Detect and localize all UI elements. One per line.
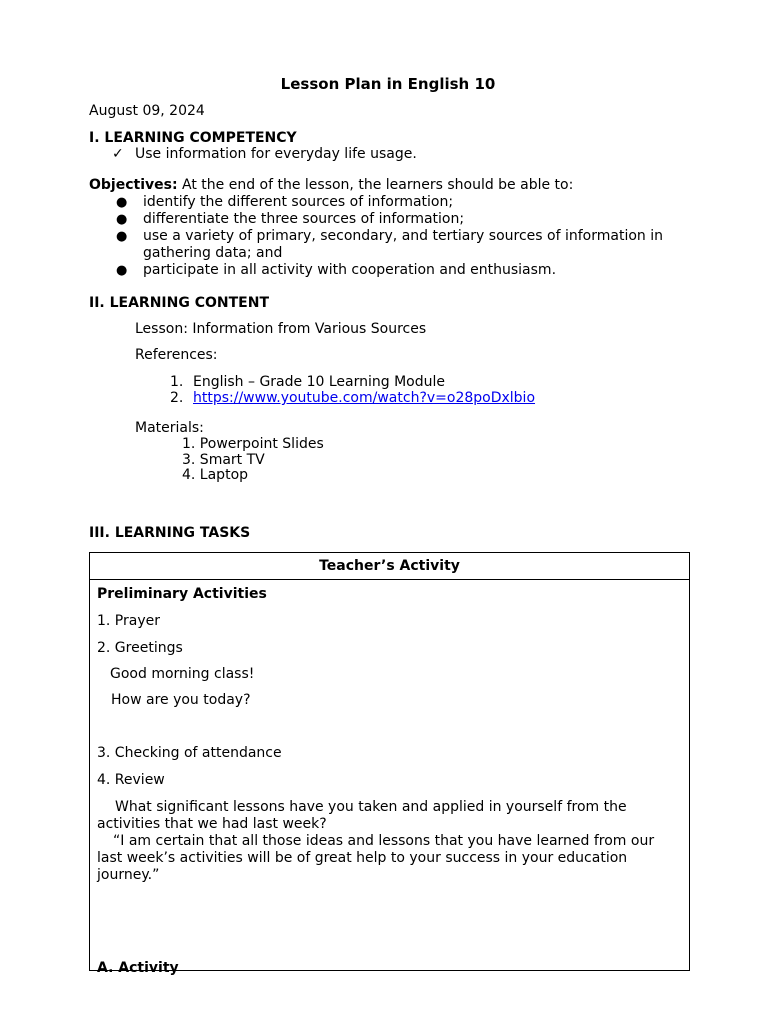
- greeting-line: How are you today?: [111, 692, 251, 708]
- objective-item: participate in all activity with cooperation and enthusiasm.: [143, 262, 557, 278]
- step-prayer: 1. Prayer: [97, 613, 160, 629]
- content-heading: II. LEARNING CONTENT: [89, 295, 269, 311]
- step-attendance: 3. Checking of attendance: [97, 745, 282, 761]
- objectives-label: Objectives:: [89, 177, 178, 193]
- competency-heading: I. LEARNING COMPETENCY: [89, 130, 297, 146]
- material-item: 4. Laptop: [182, 467, 249, 483]
- column-header-teacher-activity: Teacher’s Activity: [90, 553, 690, 580]
- competency-item: Use information for everyday life usage.: [135, 146, 417, 162]
- preliminary-heading: Preliminary Activities: [97, 586, 267, 602]
- learning-tasks-table: [89, 552, 690, 976]
- review-quote: “I am certain that all those ideas and lessons that you have learned from our last week’s activities will be of great help to your success in your education journey.”: [97, 833, 655, 883]
- step-greetings: 2. Greetings: [97, 640, 183, 656]
- teacher-activity-cell: [90, 580, 690, 976]
- page-title: Lesson Plan in English 10: [280, 75, 496, 93]
- references-label: References:: [135, 347, 218, 363]
- material-item: 3. Smart TV: [182, 452, 265, 468]
- bullet-icon: ●: [116, 212, 128, 227]
- objectives-intro-text: At the end of the lesson, the learners should be able to:: [177, 177, 574, 193]
- step-review: 4. Review: [97, 772, 165, 788]
- activity-heading: A. Activity: [97, 960, 179, 976]
- reference-number: 2.: [170, 390, 184, 406]
- reference-number: 1.: [170, 374, 184, 390]
- material-item: 1. Powerpoint Slides: [182, 436, 324, 452]
- materials-label: Materials:: [135, 420, 204, 436]
- review-question: What significant lessons have you taken and applied in yourself from the activities that we had last week?: [97, 799, 627, 832]
- date: August 09, 2024: [89, 103, 205, 119]
- tasks-heading: III. LEARNING TASKS: [89, 525, 251, 541]
- bullet-icon: ●: [116, 229, 128, 244]
- reference-item: English – Grade 10 Learning Module: [193, 374, 445, 390]
- objective-item: differentiate the three sources of information;: [143, 211, 465, 227]
- lesson-title: Lesson: Information from Various Sources: [135, 321, 427, 337]
- objective-item: use a variety of primary, secondary, and tertiary sources of information in: [143, 228, 663, 244]
- objectives-intro: [89, 177, 573, 193]
- objective-item-continued: gathering data; and: [143, 245, 283, 261]
- greeting-line: Good morning class!: [110, 666, 255, 682]
- bullet-icon: ●: [116, 263, 128, 278]
- objective-item: identify the different sources of information;: [143, 194, 454, 210]
- checkmark-icon: ✓: [112, 146, 124, 162]
- bullet-icon: ●: [116, 195, 128, 210]
- reference-link[interactable]: https://www.youtube.com/watch?v=o28poDxlbio: [193, 390, 536, 406]
